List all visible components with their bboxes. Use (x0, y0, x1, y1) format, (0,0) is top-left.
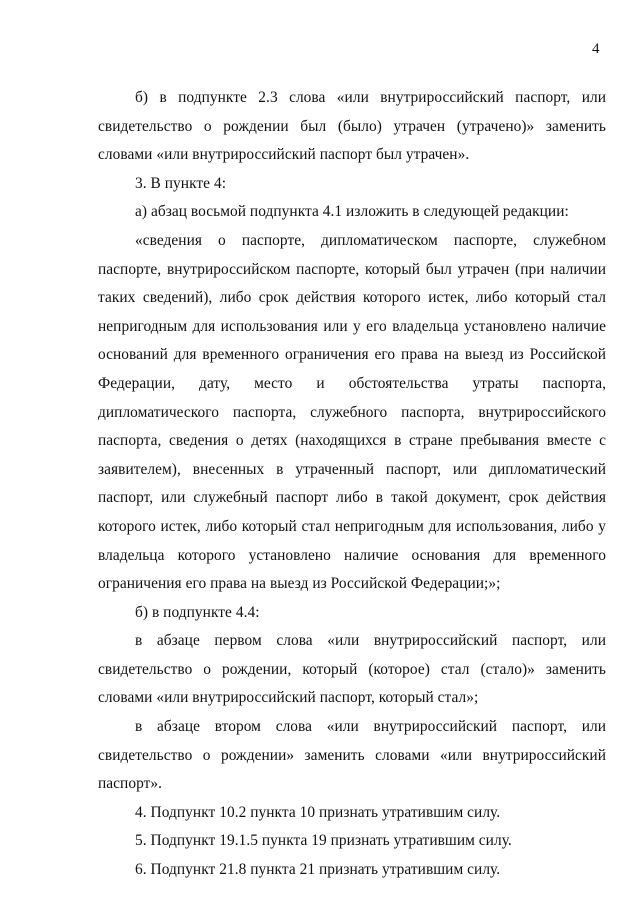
paragraph-2-3-amendment: б) в подпункте 2.3 слова «или внутрироссийский паспорт, или свидетельство о рождении был (было) утрачен (утрачено)» заменить словами «или внутрироссийский паспорт был утрачен». (98, 89, 606, 164)
paragraph-4-1-new-text: «сведения о паспорте, дипломатическом паспорте, служебном паспорте, внутрироссийском паспорте, который был утрачен (при наличии таких сведений), либо срок действия которого истек, либо который стал непригодным для использования или у его владельца установлено наличие оснований для временного ограничения его права на выезд из Российской Федерации, дату, место и обстоятельства утраты паспорта, дипломатического паспорта, служебного паспорта, внутрироссийского паспорта, сведения о детях (находящихся в стране пребывания вместе с заявителем), внесенных в утраченный паспорт, или дипломатический паспорт, или служебный паспорт либо в такой документ, срок действия которого истек, либо который стал непригодным для использования, либо у владельца которого установлено наличие основания для временного ограничения его права на выезд из Российской Федерации;»; (98, 231, 606, 593)
paragraph-4-4-second: в абзаце втором слова «или внутрироссийский паспорт, или свидетельство о рождении» заменить словами «или внутрироссийский паспорт». (98, 718, 606, 793)
paragraph-4-4-first: в абзаце первом слова «или внутрироссийский паспорт, или свидетельство о рождении, который (которое) стал (стало)» заменить словами «или внутрироссийский паспорт, который стал»; (98, 632, 606, 707)
paragraph-item-3: 3. В пункте 4: (135, 174, 227, 192)
paragraph-4-1-intro: а) абзац восьмой подпункта 4.1 изложить в следующей редакции: (135, 203, 569, 221)
paragraph-4-4-intro: б) в подпункте 4.4: (135, 603, 260, 621)
document-body (98, 84, 606, 885)
paragraph-item-6: 6. Подпункт 21.8 пункта 21 признать утратившим силу. (135, 861, 501, 879)
paragraph-item-4: 4. Подпункт 10.2 пункта 10 признать утратившим силу. (135, 803, 501, 821)
page-number: 4 (592, 41, 600, 57)
paragraph-item-5: 5. Подпункт 19.1.5 пункта 19 признать утратившим силу. (135, 832, 512, 850)
